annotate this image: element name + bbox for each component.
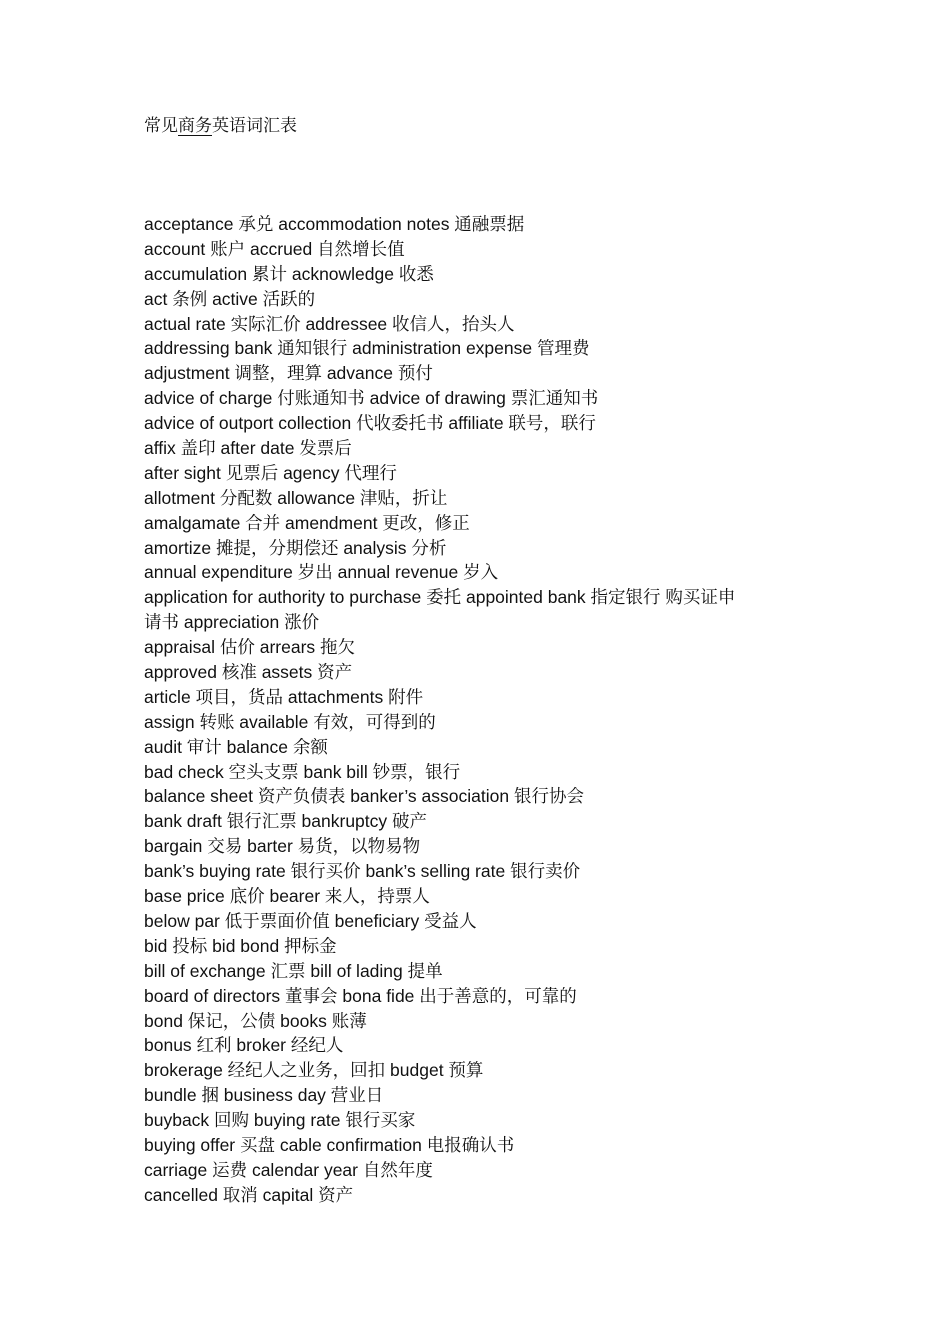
vocab-line: bargain 交易 barter 易货，以物易物 — [144, 836, 421, 857]
vocab-line: buying offer 买盘 cable confirmation 电报确认书 — [144, 1134, 515, 1155]
vocab-line: brokerage 经纪人之业务，回扣 budget 预算 — [144, 1060, 484, 1081]
vocab-line: adjustment 调整，理算 advance 预付 — [144, 363, 433, 384]
vocab-line: buyback 回购 buying rate 银行买家 — [144, 1110, 416, 1131]
vocab-line: bank draft 银行汇票 bankruptcy 破产 — [144, 811, 428, 832]
title-underlined-word: 商务 — [178, 116, 212, 136]
vocab-line: act 条例 active 活跃的 — [144, 288, 316, 309]
vocab-line: cancelled 取消 capital 资产 — [144, 1184, 354, 1205]
vocab-line: assign 转账 available 有效，可得到的 — [144, 711, 436, 732]
vocab-line: actual rate 实际汇价 addressee 收信人，抬头人 — [144, 313, 515, 334]
vocab-line: acceptance 承兑 accommodation notes 通融票据 — [144, 214, 525, 234]
title-suffix: 英语词汇表 — [212, 116, 297, 136]
vocab-line: approved 核准 assets 资产 — [144, 662, 353, 683]
vocab-line: allotment 分配数 allowance 津贴，折让 — [144, 487, 448, 508]
vocab-line: base price 底价 bearer 来人，持票人 — [144, 886, 430, 907]
vocab-line: accumulation 累计 acknowledge 收悉 — [144, 263, 434, 284]
vocab-line: audit 审计 balance 余额 — [144, 736, 328, 757]
vocab-line: appraisal 估价 arrears 拖欠 — [144, 637, 356, 658]
vocab-line: 请书 appreciation 涨价 — [144, 612, 320, 633]
vocab-line: addressing bank 通知银行 administration expense 管理费 — [144, 338, 590, 359]
vocab-line: annual expenditure 岁出 annual revenue 岁入 — [144, 562, 499, 583]
vocab-line: board of directors 董事会 bona fide 出于善意的，可靠的 — [144, 985, 577, 1006]
vocab-line: below par 低于票面价值 beneficiary 受益人 — [144, 910, 477, 931]
vocab-line: bid 投标 bid bond 押标金 — [144, 935, 337, 956]
page-title — [144, 114, 297, 138]
vocab-line: advice of charge 付账通知书 advice of drawing 票汇通知书 — [144, 388, 599, 409]
vocab-line: application for authority to purchase 委托 appointed bank 指定银行 购买证申 — [144, 587, 736, 608]
vocab-line: bill of exchange 汇票 bill of lading 提单 — [144, 960, 443, 981]
vocab-line: bad check 空头支票 bank bill 钞票，银行 — [144, 761, 461, 782]
vocab-line: bonus 红利 broker 经纪人 — [144, 1035, 344, 1056]
vocab-line: amalgamate 合并 amendment 更改，修正 — [144, 512, 470, 533]
vocabulary-list — [144, 212, 824, 1208]
vocab-line: after sight 见票后 agency 代理行 — [144, 462, 397, 483]
vocab-line: balance sheet 资产负债表 banker’s association 银行协会 — [144, 786, 584, 807]
vocab-line: advice of outport collection 代收委托书 affiliate 联号，联行 — [144, 413, 596, 434]
vocab-line: affix 盖印 after date 发票后 — [144, 438, 352, 459]
title-prefix: 常见 — [144, 116, 178, 136]
vocab-line: bond 保记，公债 books 账薄 — [144, 1010, 367, 1031]
vocab-line: amortize 摊提，分期偿还 analysis 分析 — [144, 537, 447, 558]
vocab-line: account 账户 accrued 自然增长值 — [144, 238, 405, 259]
vocab-line: bundle 捆 business day 营业日 — [144, 1085, 384, 1106]
vocab-line: bank’s buying rate 银行买价 bank’s selling rate 银行卖价 — [144, 861, 581, 882]
vocab-line: article 项目，货品 attachments 附件 — [144, 686, 424, 707]
vocab-line: carriage 运费 calendar year 自然年度 — [144, 1159, 433, 1180]
